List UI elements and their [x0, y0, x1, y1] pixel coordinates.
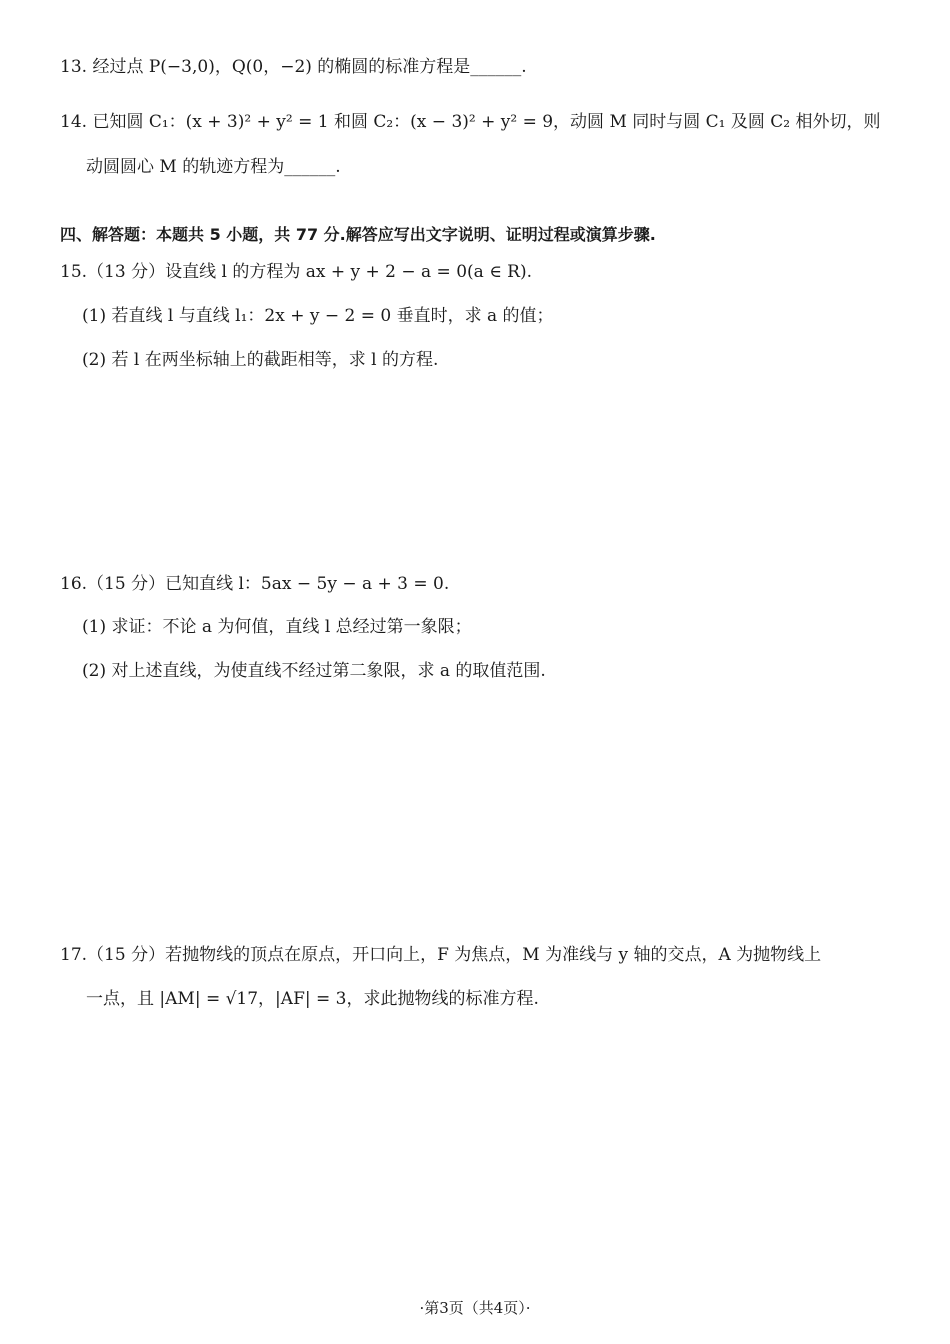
- question-16-stem: 16.（15 分）已知直线 l：5ax − 5y − a + 3 = 0.: [60, 574, 450, 594]
- question-15-part-2: (2) 若 l 在两坐标轴上的截距相等，求 l 的方程.: [82, 350, 439, 370]
- question-17-continuation: 一点，且 |AM| = √17，|AF| = 3，求此抛物线的标准方程.: [86, 989, 539, 1009]
- page-footer: ·第3页（共4页）·: [419, 1299, 531, 1317]
- question-16-part-1: (1) 求证：不论 a 为何值，直线 l 总经过第一象限；: [82, 617, 472, 637]
- question-16-part-2: (2) 对上述直线，为使直线不经过第二象限，求 a 的取值范围.: [82, 661, 546, 681]
- question-15-stem: 15.（13 分）设直线 l 的方程为 ax + y + 2 − a = 0(a ∈ R).: [60, 262, 533, 282]
- question-17-stem: 17.（15 分）若抛物线的顶点在原点，开口向上，F 为焦点，M 为准线与 y 轴的交点，A 为抛物线上: [60, 945, 822, 965]
- section-header: 四、解答题：本题共 5 小题，共 77 分.解答应写出文字说明、证明过程或演算步骤.: [60, 225, 656, 244]
- question-13-text: 13. 经过点 P(−3,0)，Q(0，−2) 的椭圆的标准方程是______.: [60, 57, 527, 77]
- question-14-line-1: 14. 已知圆 C₁：(x + 3)² + y² = 1 和圆 C₂：(x − 3)² + y² = 9，动圆 M 同时与圆 C₁ 及圆 C₂ 相外切，则: [60, 112, 881, 132]
- question-15-part-1: (1) 若直线 l 与直线 l₁：2x + y − 2 = 0 垂直时，求 a 的值；: [82, 306, 554, 326]
- question-14-line-2: 动圆圆心 M 的轨迹方程为______.: [86, 157, 341, 177]
